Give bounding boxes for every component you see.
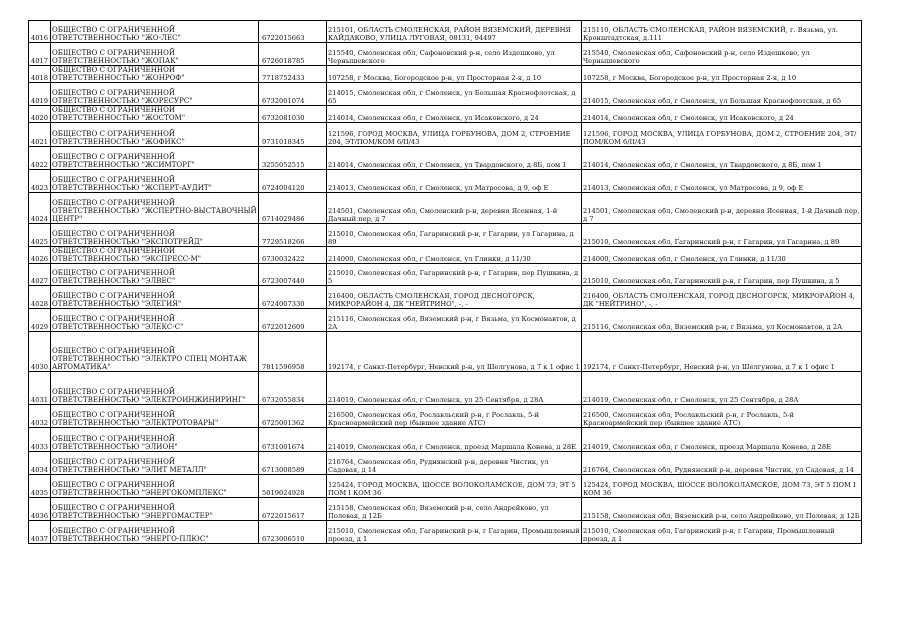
inn-cell: 6724007330 [259, 286, 327, 309]
legal-address-cell: 215010, Смоленская обл, Гагаринский р-н, г Гагарин, ул Гагарина, д 89 [327, 224, 582, 247]
table-row [29, 66, 862, 83]
registry-table [28, 20, 862, 544]
legal-address-cell: 192174, г Санкт-Петербург, Невский р-н, ул Шелгунова, д 7 к 1 офис 1 [327, 332, 582, 372]
row-number-cell: 4017 [29, 43, 51, 66]
organization-name-cell: ОБЩЕСТВО С ОГРАНИЧЕННОЙ ОТВЕТСТВЕННОСТЬЮ "ЖСПЕРТ-АУДИТ" [51, 170, 259, 193]
organization-name-cell: ОБЩЕСТВО С ОГРАНИЧЕННОЙ ОТВЕТСТВЕННОСТЬЮ "ЭЛВЕС" [51, 264, 259, 286]
inn-cell: 9731018345 [259, 123, 327, 147]
organization-name-cell: ОБЩЕСТВО С ОГРАНИЧЕННОЙ ОТВЕТСТВЕННОСТЬЮ "ЭЛЕКТРОТОВАРЫ" [51, 405, 259, 428]
row-number-cell: 4027 [29, 264, 51, 286]
legal-address-cell: 215010, Смоленская обл, Гагаринский р-н, г Гагарин, Промышленный проезд, д 1 [327, 521, 582, 544]
legal-address-cell: 214501, Смоленская обл, Смоленский р-н, деревня Ясенная, 1-й Дачный пер, д 7 [327, 193, 582, 224]
inn-cell: 6722015663 [259, 21, 327, 43]
actual-address-cell: 214000, Смоленская обл, г Смоленск, ул Глинки, д 11/30 [582, 247, 862, 264]
actual-address-cell: 215158, Смоленская обл, Вяземский р-н, село Андрейково, ул Полевая, д 12Б [582, 498, 862, 521]
legal-address-cell: 121596, ГОРОД МОСКВА, УЛИЦА ГОРБУНОВА, ДОМ 2, СТРОЕНИЕ 204, ЭТ/ПОМ/КОМ 6/II/43 [327, 123, 582, 147]
table-row [29, 106, 862, 123]
table-row [29, 193, 862, 224]
actual-address-cell: 215110, ОБЛАСТЬ СМОЛЕНСКАЯ, РАЙОН ВЯЗЕМСКИЙ, г. Вязьма, ул. Кронштадтская, д.111 [582, 21, 862, 43]
row-number-cell: 4030 [29, 332, 51, 372]
actual-address-cell: 215010, Смоленская обл, Гагаринский р-н, г Гагарин, пер Пушкина, д 5 [582, 264, 862, 286]
legal-address-cell: 214014, Смоленская обл, г Смоленск, ул Исаковского, д 24 [327, 106, 582, 123]
actual-address-cell: 215116, Смоленская обл, Вяземский р-н, г Вязьма, ул Космонавтов, д 2А [582, 309, 862, 332]
inn-cell: 6732081030 [259, 106, 327, 123]
actual-address-cell: 107258, г Москва, Богородское р-н, ул Просторная 2-я, д 10 [582, 66, 862, 83]
legal-address-cell: 215116, Смоленская обл, Вяземский р-н, г Вязьма, ул Космонавтов, д 2А [327, 309, 582, 332]
organization-name-cell: ОБЩЕСТВО С ОГРАНИЧЕННОЙ ОТВЕТСТВЕННОСТЬЮ "ЭНЕРГО-ПЛЮС" [51, 521, 259, 544]
table-row [29, 475, 862, 498]
inn-cell: 3255052515 [259, 147, 327, 170]
inn-cell: 6723006510 [259, 521, 327, 544]
row-number-cell: 4022 [29, 147, 51, 170]
organization-name-cell: ОБЩЕСТВО С ОГРАНИЧЕННОЙ ОТВЕТСТВЕННОСТЬЮ "ЭКСПРЕСС-М" [51, 247, 259, 264]
table-row [29, 372, 862, 405]
legal-address-cell: 215158, Смоленская обл, Вяземский р-н, село Андрейково, ул Полевая, д 12Б [327, 498, 582, 521]
actual-address-cell: 214014, Смоленская обл, г Смоленск, ул Исаковского, д 24 [582, 106, 862, 123]
row-number-cell: 4036 [29, 498, 51, 521]
table-row [29, 264, 862, 286]
table-row [29, 43, 862, 66]
actual-address-cell: 215010, Смоленская обл, Гагаринский р-н, г Гагарин, Промышленный проезд, д 1 [582, 521, 862, 544]
actual-address-cell: 192174, г Санкт-Петербург, Невский р-н, ул Шелгунова, д 7 к 1 офис 1 [582, 332, 862, 372]
inn-cell: 6723007440 [259, 264, 327, 286]
inn-cell: 6713008589 [259, 452, 327, 475]
organization-name-cell: ОБЩЕСТВО С ОГРАНИЧЕННОЙ ОТВЕТСТВЕННОСТЬЮ "ЭНЕРГОКОМПЛЕКС" [51, 475, 259, 498]
legal-address-cell: 215101, ОБЛАСТЬ СМОЛЕНСКАЯ, РАЙОН ВЯЗЕМСКИЙ, ДЕРЕВНЯ КАЙДАКОВО, УЛИЦА ЛУГОВАЯ, 08131, 94497 [327, 21, 582, 43]
row-number-cell: 4021 [29, 123, 51, 147]
organization-name-cell: ОБЩЕСТВО С ОГРАНИЧЕННОЙ ОТВЕТСТВЕННОСТЬЮ "ЭНЕРГОМАСТЕР" [51, 498, 259, 521]
actual-address-cell: 121596, ГОРОД МОСКВА, УЛИЦА ГОРБУНОВА, ДОМ 2, СТРОЕНИЕ 204, ЭТ/ПОМ/КОМ 6/II/43 [582, 123, 862, 147]
organization-name-cell: ОБЩЕСТВО С ОГРАНИЧЕННОЙ ОТВЕТСТВЕННОСТЬЮ "ЖОНРОФ" [51, 66, 259, 83]
legal-address-cell: 215010, Смоленская обл, Гагаринский р-н, г Гагарин, пер Пушкина, д 5 [327, 264, 582, 286]
legal-address-cell: 214014, Смоленская обл, г Смоленск, ул Твардовского, д 8Б, пом 1 [327, 147, 582, 170]
row-number-cell: 4037 [29, 521, 51, 544]
table-row [29, 521, 862, 544]
table-row [29, 123, 862, 147]
actual-address-cell: 215010, Смоленская обл, Гагаринский р-н, г Гагарин, ул Гагарина, д 89 [582, 224, 862, 247]
row-number-cell: 4020 [29, 106, 51, 123]
table-row [29, 309, 862, 332]
organization-name-cell: ОБЩЕСТВО С ОГРАНИЧЕННОЙ ОТВЕТСТВЕННОСТЬЮ "ЖСПЕРТНО-ВЫСТАВОЧНЫЙ ЦЕНТР" [51, 193, 259, 224]
actual-address-cell: 216764, Смоленская обл, Руднянский р-н, деревня Чистик, ул Садовая, д 14 [582, 452, 862, 475]
row-number-cell: 4034 [29, 452, 51, 475]
row-number-cell: 4033 [29, 428, 51, 452]
actual-address-cell: 216400, ОБЛАСТЬ СМОЛЕНСКАЯ, ГОРОД ДЕСНОГОРСК, МИКРОРАЙОН 4, ДК "НЕЙТРИНО", -, - [582, 286, 862, 309]
inn-cell: 6714029486 [259, 193, 327, 224]
inn-cell: 5019024928 [259, 475, 327, 498]
inn-cell: 6722012609 [259, 309, 327, 332]
table-row [29, 332, 862, 372]
table-row [29, 405, 862, 428]
legal-address-cell: 215540, Смоленская обл, Сафоновский р-н, село Издешково, ул Чернышевского [327, 43, 582, 66]
row-number-cell: 4032 [29, 405, 51, 428]
row-number-cell: 4029 [29, 309, 51, 332]
inn-cell: 6731001674 [259, 428, 327, 452]
organization-name-cell: ОБЩЕСТВО С ОГРАНИЧЕННОЙ ОТВЕТСТВЕННОСТЬЮ "ЖО-ЛЕС" [51, 21, 259, 43]
inn-cell: 6725001362 [259, 405, 327, 428]
inn-cell: 6726018785 [259, 43, 327, 66]
inn-cell: 6724004120 [259, 170, 327, 193]
actual-address-cell: 214501, Смоленская обл, Смоленский р-н, деревня Ясенная, 1-й Дачный пер, д 7 [582, 193, 862, 224]
table-row [29, 286, 862, 309]
row-number-cell: 4018 [29, 66, 51, 83]
actual-address-cell: 216500, Смоленская обл, Рославльский р-н, г Рославль, 5-й Красноармейский пер (бывшее здание АТС) [582, 405, 862, 428]
organization-name-cell: ОБЩЕСТВО С ОГРАНИЧЕННОЙ ОТВЕТСТВЕННОСТЬЮ "ЖСИМТОРГ" [51, 147, 259, 170]
actual-address-cell: 125424, ГОРОД МОСКВА, ШОССЕ ВОЛОКОЛАМСКОЕ, ДОМ 73, ЭТ 5 ПОМ I КОМ 36 [582, 475, 862, 498]
inn-cell: 6732055834 [259, 372, 327, 405]
actual-address-cell: 214015, Смоленская обл, г Смоленск, ул Большая Краснофлотская, д 65 [582, 83, 862, 106]
organization-name-cell: ОБЩЕСТВО С ОГРАНИЧЕННОЙ ОТВЕТСТВЕННОСТЬЮ "ЭЛЕКТРОИНЖИНИРИНГ" [51, 372, 259, 405]
table-row [29, 170, 862, 193]
inn-cell: 6732001074 [259, 83, 327, 106]
inn-cell: 7729518266 [259, 224, 327, 247]
legal-address-cell: 214019, Смоленская обл, г Смоленск, проезд Маршала Конева, д 28Е [327, 428, 582, 452]
actual-address-cell: 214019, Смоленская обл, г Смоленск, проезд Маршала Конева, д 28Е [582, 428, 862, 452]
organization-name-cell: ОБЩЕСТВО С ОГРАНИЧЕННОЙ ОТВЕТСТВЕННОСТЬЮ "ЭЛЕГИЯ" [51, 286, 259, 309]
legal-address-cell: 214000, Смоленская обл, г Смоленск, ул Глинки, д 11/30 [327, 247, 582, 264]
actual-address-cell: 215540, Смоленская обл, Сафоновский р-н, село Издешково, ул Чернышевского [582, 43, 862, 66]
row-number-cell: 4031 [29, 372, 51, 405]
actual-address-cell: 214019, Смоленская обл, г Смоленск, ул 25 Сентября, д 28А [582, 372, 862, 405]
table-row [29, 247, 862, 264]
row-number-cell: 4028 [29, 286, 51, 309]
inn-cell: 6722015617 [259, 498, 327, 521]
table-row [29, 224, 862, 247]
row-number-cell: 4026 [29, 247, 51, 264]
organization-name-cell: ОБЩЕСТВО С ОГРАНИЧЕННОЙ ОТВЕТСТВЕННОСТЬЮ "ЖОФИКС" [51, 123, 259, 147]
actual-address-cell: 214014, Смоленская обл, г Смоленск, ул Твардовского, д 8Б, пом 1 [582, 147, 862, 170]
legal-address-cell: 216500, Смоленская обл, Рославльский р-н, г Рославль, 5-й Красноармейский пер (бывшее здание АТС) [327, 405, 582, 428]
table-row [29, 21, 862, 43]
legal-address-cell: 216400, ОБЛАСТЬ СМОЛЕНСКАЯ, ГОРОД ДЕСНОГОРСК, МИКРОРАЙОН 4, ДК "НЕЙТРИНО", -, - [327, 286, 582, 309]
organization-name-cell: ОБЩЕСТВО С ОГРАНИЧЕННОЙ ОТВЕТСТВЕННОСТЬЮ "ЖОСТОМ" [51, 106, 259, 123]
organization-name-cell: ОБЩЕСТВО С ОГРАНИЧЕННОЙ ОТВЕТСТВЕННОСТЬЮ "ЭЛЕКТРО СПЕЦ МОНТАЖ АВТОМАТИКА" [51, 332, 259, 372]
actual-address-cell: 214013, Смоленская обл, г Смоленск, ул Матросова, д 9, оф Е [582, 170, 862, 193]
table-row [29, 147, 862, 170]
organization-name-cell: ОБЩЕСТВО С ОГРАНИЧЕННОЙ ОТВЕТСТВЕННОСТЬЮ "ЖОРЕСУРС" [51, 83, 259, 106]
registry-table-body [29, 21, 862, 544]
legal-address-cell: 107258, г Москва, Богородское р-н, ул Просторная 2-я, д 10 [327, 66, 582, 83]
legal-address-cell: 216764, Смоленская обл, Руднянский р-н, деревня Чистик, ул Садовая, д 14 [327, 452, 582, 475]
legal-address-cell: 214015, Смоленская обл, г Смоленск, ул Большая Краснофлотская, д 65 [327, 83, 582, 106]
organization-name-cell: ОБЩЕСТВО С ОГРАНИЧЕННОЙ ОТВЕТСТВЕННОСТЬЮ "ЖОПАК" [51, 43, 259, 66]
row-number-cell: 4016 [29, 21, 51, 43]
row-number-cell: 4023 [29, 170, 51, 193]
legal-address-cell: 214013, Смоленская обл, г Смоленск, ул Матросова, д 9, оф Е [327, 170, 582, 193]
row-number-cell: 4035 [29, 475, 51, 498]
table-row [29, 83, 862, 106]
row-number-cell: 4019 [29, 83, 51, 106]
inn-cell: 7718752433 [259, 66, 327, 83]
legal-address-cell: 125424, ГОРОД МОСКВА, ШОССЕ ВОЛОКОЛАМСКОЕ, ДОМ 73, ЭТ 5 ПОМ I КОМ 36 [327, 475, 582, 498]
inn-cell: 7811596958 [259, 332, 327, 372]
organization-name-cell: ОБЩЕСТВО С ОГРАНИЧЕННОЙ ОТВЕТСТВЕННОСТЬЮ "ЭЛИТ МЕТАЛЛ" [51, 452, 259, 475]
table-row [29, 452, 862, 475]
table-row [29, 498, 862, 521]
row-number-cell: 4025 [29, 224, 51, 247]
legal-address-cell: 214019, Смоленская обл, г Смоленск, ул 25 Сентября, д 28А [327, 372, 582, 405]
organization-name-cell: ОБЩЕСТВО С ОГРАНИЧЕННОЙ ОТВЕТСТВЕННОСТЬЮ "ЭКСПОТРЕЙД" [51, 224, 259, 247]
inn-cell: 6730032422 [259, 247, 327, 264]
organization-name-cell: ОБЩЕСТВО С ОГРАНИЧЕННОЙ ОТВЕТСТВЕННОСТЬЮ "ЭЛЕКС-С" [51, 309, 259, 332]
organization-name-cell: ОБЩЕСТВО С ОГРАНИЧЕННОЙ ОТВЕТСТВЕННОСТЬЮ "ЭЛИОН" [51, 428, 259, 452]
table-row [29, 428, 862, 452]
row-number-cell: 4024 [29, 193, 51, 224]
